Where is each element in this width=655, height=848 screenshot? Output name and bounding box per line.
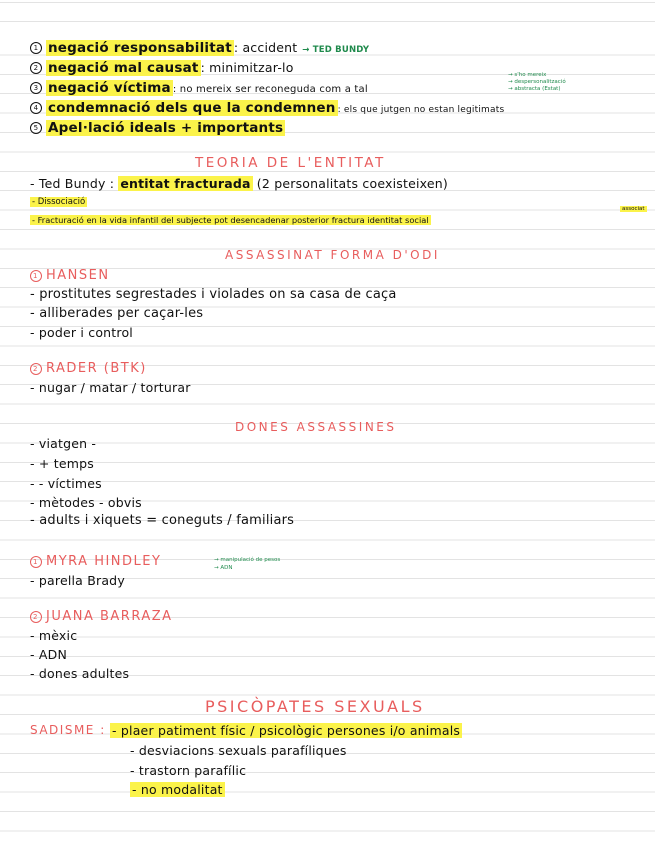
item-rest: : accident [233, 40, 298, 55]
number-circle: 1 [30, 42, 42, 54]
dones-line-3: - - víctimes [30, 476, 102, 491]
list-item-1 [30, 40, 369, 56]
list-item-2 [30, 60, 294, 76]
psico-label: SADISME : [30, 723, 106, 737]
side-note: → despersonalització [508, 79, 566, 85]
highlighted-text: - Fracturació en la vida infantil del subjecte pot desencadenar posterior fractura identitat social [32, 215, 429, 225]
item-rest: : els que jutgen no estan legitimats [337, 105, 505, 115]
side-note: → s'ho mereix [508, 72, 547, 78]
side-note: → abstracta (Estat) [508, 86, 561, 92]
psico-line-4 [130, 782, 225, 797]
section-heading-entitat: TEORIA DE L'ENTITAT [195, 155, 386, 171]
highlighted-text: - no modalitat [132, 782, 223, 797]
item-note: → TED BUNDY [302, 45, 370, 55]
dones-line-5: - adults i xiquets = coneguts / familiars [30, 513, 295, 528]
dones-line-4: - mètodes - obvis [30, 495, 142, 510]
number-circle: 1 [30, 556, 42, 568]
line-prefix: - Ted Bundy : [30, 176, 115, 191]
margin-note [620, 206, 647, 212]
item-title: Apel·lació ideals + importants [48, 120, 284, 136]
list-item-4 [30, 100, 504, 116]
item-title: negació mal causat [48, 60, 199, 76]
highlighted-text: - plaer patiment físic / psicològic persones i/o animals [112, 723, 461, 738]
number-circle: 3 [30, 82, 42, 94]
item-rest: : no mereix ser reconeguda com a tal [172, 84, 368, 95]
myra-line-1: - parella Brady [30, 573, 125, 588]
juana-line-2: - ADN [30, 647, 68, 662]
psico-line-2: - desviacions sexuals parafíliques [130, 743, 347, 758]
item-title: negació víctima [48, 80, 171, 96]
myra-notes [214, 556, 280, 572]
number-circle: 1 [30, 270, 42, 282]
hansen-line-1: - prostitutes segrestades i violades on sa casa de caça [30, 287, 397, 302]
subject-myra [30, 554, 161, 569]
list-item-5 [30, 120, 285, 136]
psico-line-1 [110, 723, 462, 738]
subject-title: RADER (BTK) [46, 361, 147, 376]
subject-title: HANSEN [46, 268, 110, 283]
subject-juana [30, 609, 173, 624]
highlighted-text: - Dissociació [32, 197, 86, 207]
psico-line-3: - trastorn parafílic [130, 763, 247, 778]
margin-note-text: associat [622, 206, 645, 212]
juana-line-3: - dones adultes [30, 666, 130, 681]
line-suffix: (2 personalitats coexisteixen) [256, 176, 448, 191]
number-circle: 2 [30, 611, 42, 623]
section-heading-odi: ASSASSINAT FORMA D'ODI [225, 248, 440, 262]
hansen-line-2: - alliberades per caçar-les [30, 306, 204, 321]
rader-line-1: - nugar / matar / torturar [30, 380, 191, 395]
note: → ADN [214, 565, 233, 571]
subject-title: JUANA BARRAZA [46, 609, 173, 624]
number-circle: 5 [30, 122, 42, 134]
list-item-3 [30, 80, 368, 96]
subject-title: MYRA HINDLEY [46, 554, 162, 569]
entitat-line-2 [30, 197, 87, 207]
juana-line-1: - mèxic [30, 628, 78, 643]
entitat-line-3 [30, 215, 431, 225]
note: → manipulació de pesos [214, 557, 281, 563]
subject-rader [30, 361, 147, 376]
section-heading-dones: DONES ASSASSINES [235, 420, 397, 434]
item-rest: : minimitzar-lo [200, 60, 294, 75]
number-circle: 4 [30, 102, 42, 114]
number-circle: 2 [30, 62, 42, 74]
subject-hansen [30, 268, 110, 283]
entitat-line-1 [30, 176, 448, 191]
dones-line-2: - + temps [30, 456, 94, 471]
number-circle: 2 [30, 363, 42, 375]
dones-line-1: - viatgen - [30, 436, 97, 451]
highlighted-text: entitat fracturada [120, 176, 251, 191]
side-notes [508, 72, 566, 93]
item-title: negació responsabilitat [48, 40, 232, 56]
hansen-line-3: - poder i control [30, 325, 133, 340]
section-heading-psico: PSICÒPATES SEXUALS [205, 697, 425, 716]
item-title: condemnació dels que la condemnen [48, 100, 336, 116]
